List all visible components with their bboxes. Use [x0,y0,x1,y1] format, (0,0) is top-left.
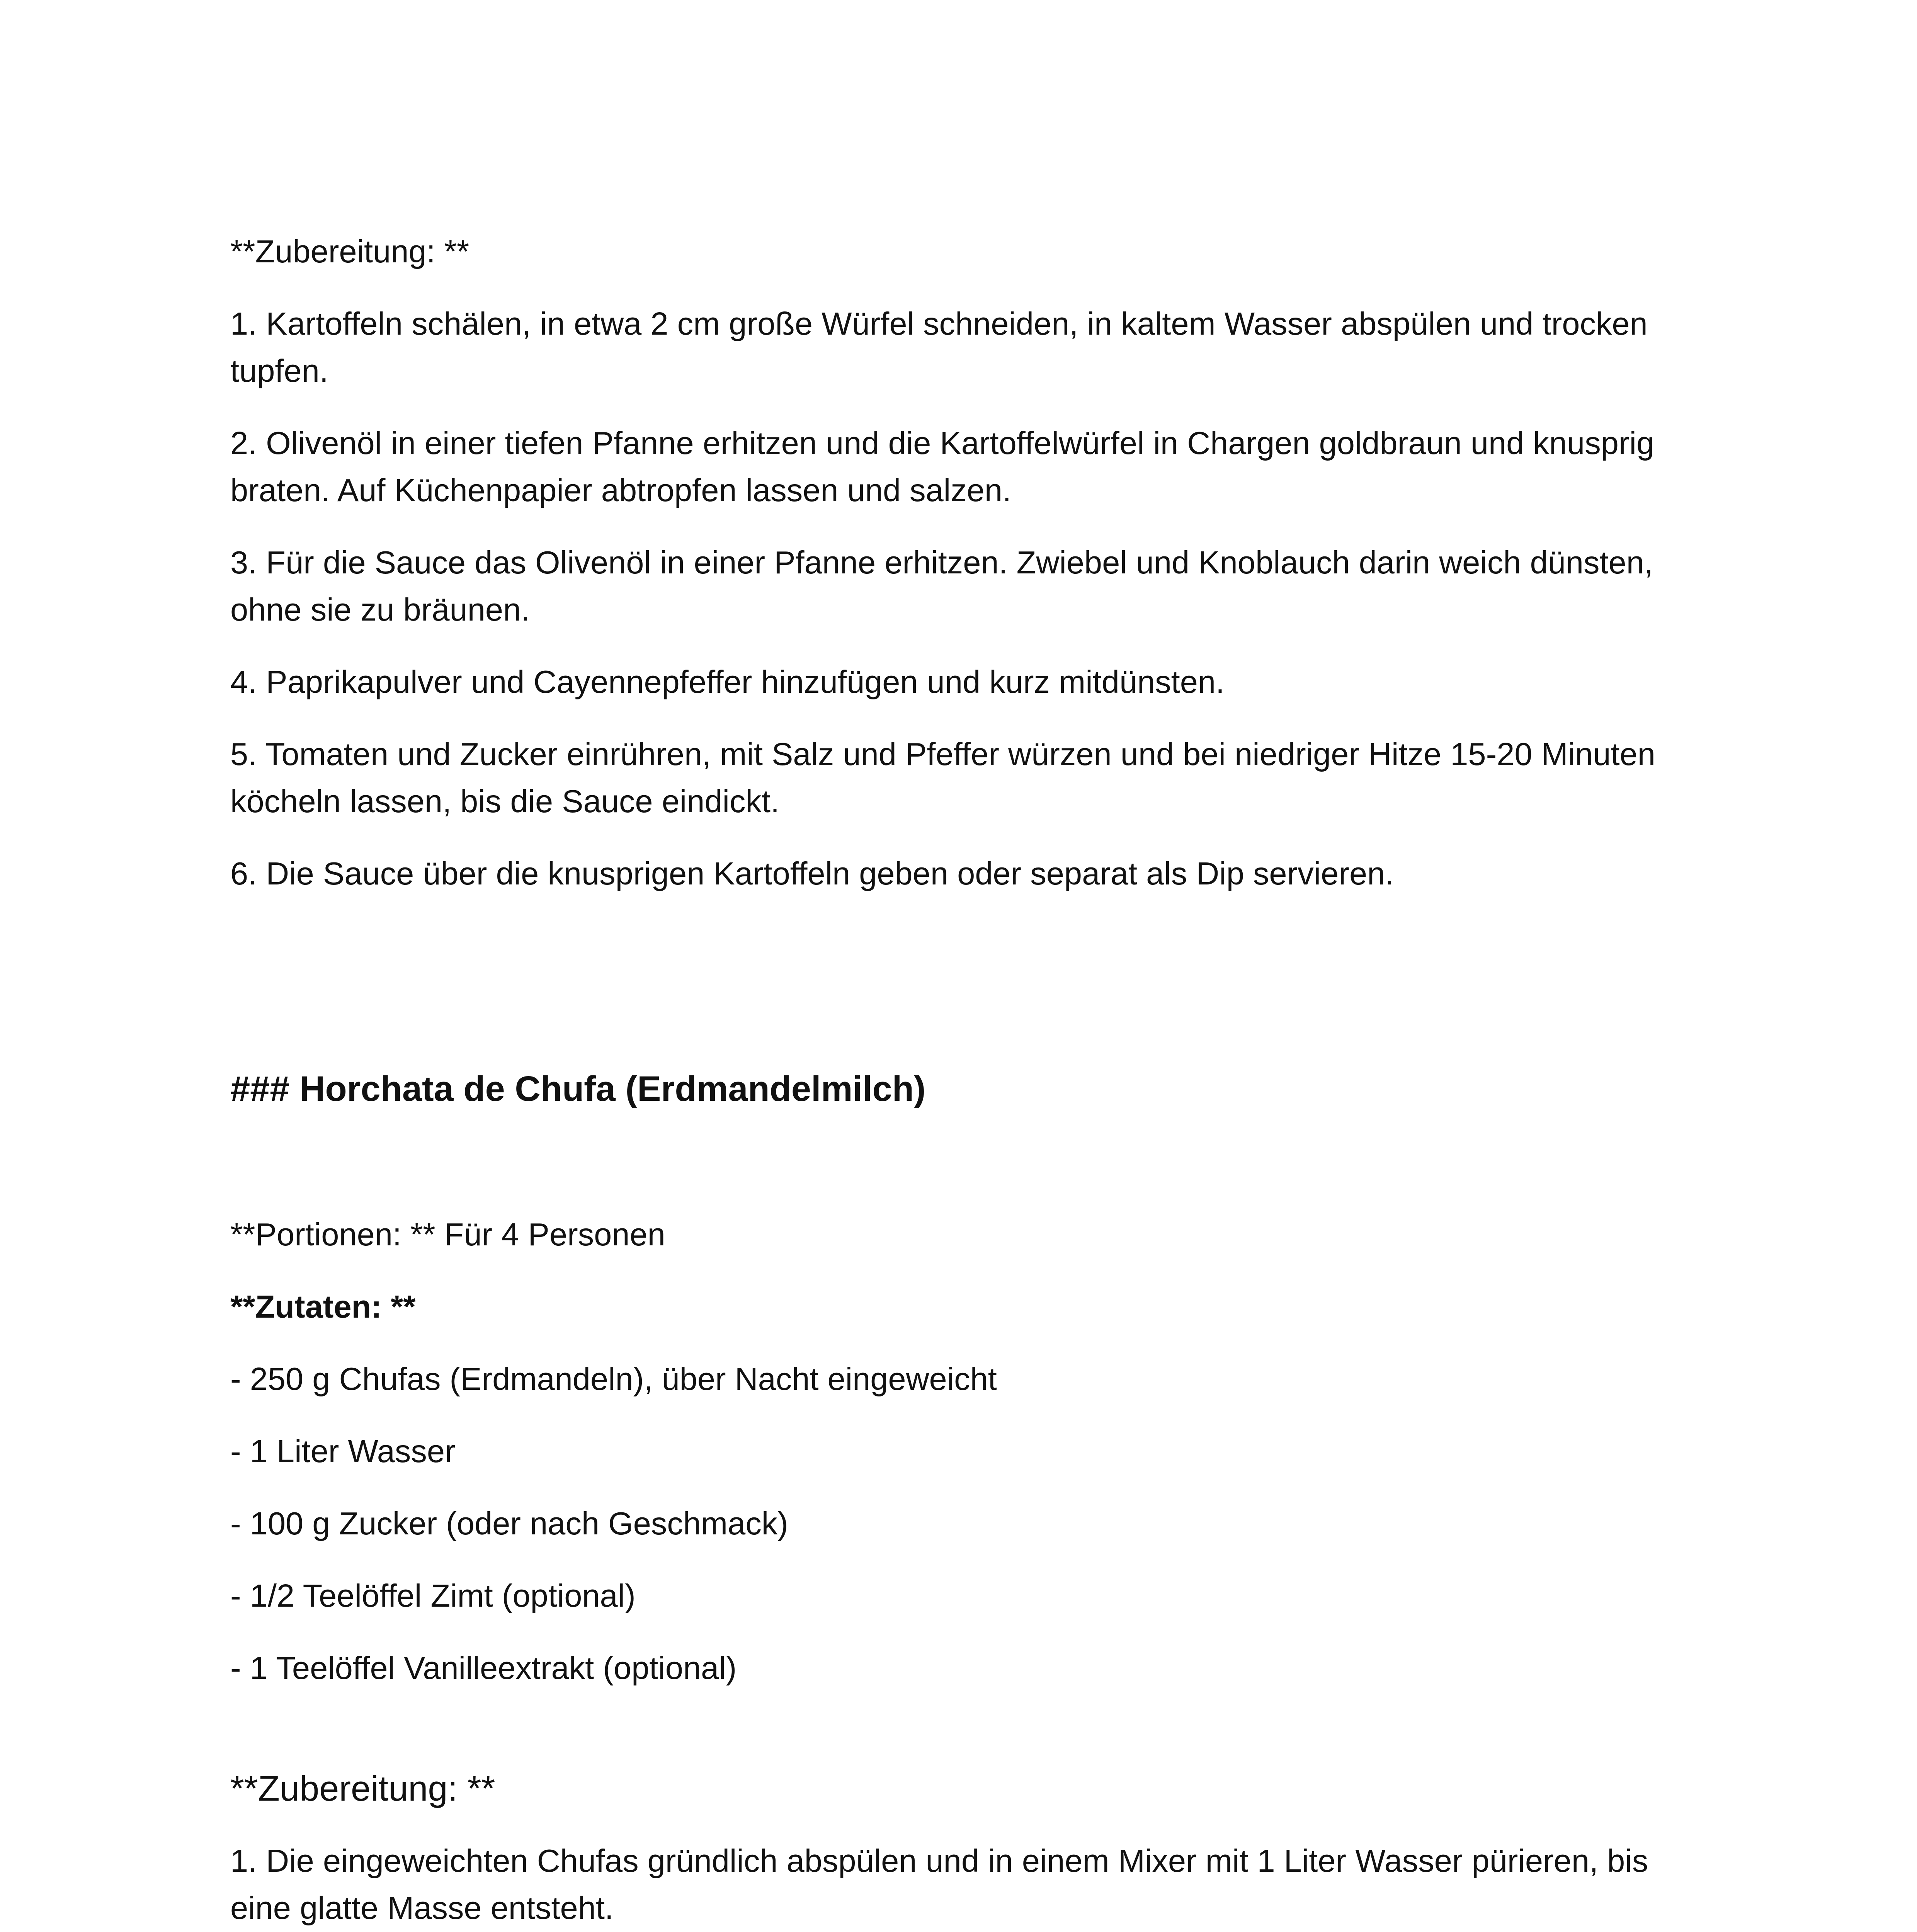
preparation-step: 1. Kartoffeln schälen, in etwa 2 cm große Würfel schneiden, in kaltem Wasser abspülen und trocken tupfen. [230,306,1648,389]
preparation-step: 3. Für die Sauce das Olivenöl in einer Pfanne erhitzen. Zwiebel und Knoblauch darin weich dünsten, ohne sie zu bräunen. [230,544,1653,628]
ingredient-item: - 1 Liter Wasser [230,1433,456,1469]
ingredient-item: - 1 Teelöffel Vanilleextrakt (optional) [230,1650,737,1686]
ingredient-item: - 250 g Chufas (Erdmandeln), über Nacht eingeweicht [230,1361,997,1397]
servings-line: **Portionen: ** Für 4 Personen [230,1216,665,1252]
preparation-step: 1. Die eingeweichten Chufas gründlich abspülen und in einem Mixer mit 1 Liter Wasser pürieren, bis eine glatte Masse entsteht. [230,1843,1648,1926]
preparation-heading: **Zubereitung: ** [230,233,469,269]
preparation-step: 6. Die Sauce über die knusprigen Kartoffeln geben oder separat als Dip servieren. [230,855,1394,891]
recipe-title: ### Horchata de Chufa (Erdmandelmilch) [230,1069,926,1109]
preparation-step: 5. Tomaten und Zucker einrühren, mit Salz und Pfeffer würzen und bei niedriger Hitze 15-20 Minuten köcheln lassen, bis die Sauce eindickt. [230,736,1655,819]
preparation-step: 2. Olivenöl in einer tiefen Pfanne erhitzen und die Kartoffelwürfel in Chargen goldbraun und knusprig braten. Auf Küchenpapier abtropfen lassen und salzen. [230,425,1655,508]
page-content [230,228,1699,1932]
ingredient-item: - 100 g Zucker (oder nach Geschmack) [230,1505,788,1541]
ingredients-heading: **Zutaten: ** [230,1289,416,1325]
preparation-step: 4. Paprikapulver und Cayennepfeffer hinzufügen und kurz mitdünsten. [230,664,1225,700]
ingredient-item: - 1/2 Teelöffel Zimt (optional) [230,1578,636,1614]
preparation-heading: **Zubereitung: ** [230,1769,495,1808]
